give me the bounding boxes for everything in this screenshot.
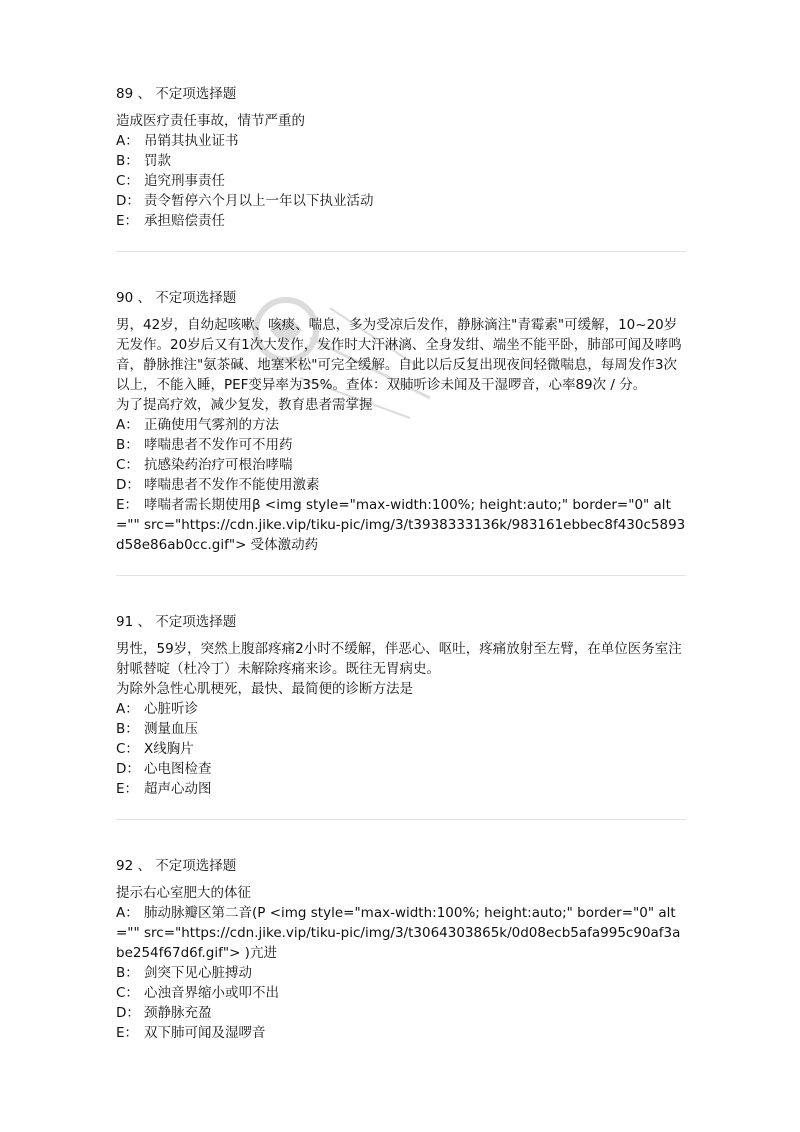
option-c[interactable]	[116, 739, 686, 759]
option-letter: A：	[116, 417, 139, 433]
question-divider	[116, 251, 686, 252]
question-92	[116, 856, 686, 1043]
option-letter: E：	[116, 1025, 139, 1041]
option-d[interactable]	[116, 475, 686, 495]
option-b[interactable]	[116, 719, 686, 739]
option-e[interactable]	[116, 779, 686, 799]
option-letter: C：	[116, 457, 139, 473]
option-c[interactable]	[116, 983, 686, 1003]
option-d[interactable]	[116, 759, 686, 779]
option-text: 双下肺可闻及湿啰音	[144, 1025, 266, 1041]
question-header: 92 、 不定项选择题	[116, 858, 237, 874]
option-letter: C：	[116, 985, 139, 1001]
question-stem: 男性，59岁，突然上腹部疼痛2小时不缓解，伴恶心、呕吐，疼痛放射至左臂，在单位医务室注射哌替啶（杜冷丁）未解除疼痛来诊。既往无胃病史。	[116, 641, 682, 677]
option-letter: A：	[116, 905, 139, 921]
option-d[interactable]	[116, 1003, 686, 1023]
option-text: 罚款	[144, 153, 171, 169]
question-90	[116, 288, 686, 555]
question-divider	[116, 819, 686, 820]
option-text: 哮喘者需长期使用β <img style="max-width:100%; height:auto;" border="0" alt="" src="https://cdn.jike.vip/tiku-pic/img/3/t3938333136k/983161ebbec8f430c5893d58e86ab0cc.gif"> 受体激动药	[116, 497, 686, 553]
option-letter: D：	[116, 761, 140, 777]
option-text: 测量血压	[144, 721, 198, 737]
option-letter: B：	[116, 437, 139, 453]
option-a[interactable]	[116, 131, 686, 151]
option-text: 追究刑事责任	[144, 173, 225, 189]
option-text: 抗感染药治疗可根治哮喘	[144, 457, 293, 473]
option-text: 吊销其执业证书	[144, 133, 239, 149]
option-text: X线胸片	[144, 741, 194, 757]
option-e[interactable]	[116, 1023, 686, 1043]
question-stem: 造成医疗责任事故，情节严重的	[116, 113, 305, 129]
option-text: 心脏听诊	[144, 701, 198, 717]
option-letter: D：	[116, 477, 140, 493]
option-text: 哮喘患者不发作不能使用激素	[144, 477, 320, 493]
option-letter: A：	[116, 133, 139, 149]
question-header: 91 、 不定项选择题	[116, 614, 237, 630]
question-prompt: 为除外急性心肌梗死，最快、最简便的诊断方法是	[116, 681, 413, 697]
option-d[interactable]	[116, 191, 686, 211]
option-letter: B：	[116, 965, 139, 981]
question-divider	[116, 575, 686, 576]
option-b[interactable]	[116, 435, 686, 455]
option-letter: D：	[116, 1005, 140, 1021]
question-prompt: 为了提高疗效，减少复发，教育患者需掌握	[116, 397, 373, 413]
option-text: 哮喘患者不发作可不用药	[144, 437, 293, 453]
option-b[interactable]	[116, 151, 686, 171]
option-text: 心电图检查	[144, 761, 212, 777]
option-a[interactable]	[116, 699, 686, 719]
option-letter: E：	[116, 497, 139, 513]
option-letter: C：	[116, 741, 139, 757]
option-text: 正确使用气雾剂的方法	[144, 417, 279, 433]
option-letter: E：	[116, 781, 139, 797]
option-letter: C：	[116, 173, 139, 189]
question-header: 90 、 不定项选择题	[116, 290, 237, 306]
option-letter: D：	[116, 193, 140, 209]
option-text: 剑突下见心脏搏动	[144, 965, 252, 981]
option-text: 心浊音界缩小或叩不出	[144, 985, 279, 1001]
question-89	[116, 84, 686, 231]
option-text: 肺动脉瓣区第二音(P <img style="max-width:100%; height:auto;" border="0" alt="" src="https://cdn.jike.vip/tiku-pic/img/3/t3064303865k/0d08ecb5afa995c90af3abe254f67d6f.gif"> )亢进	[116, 905, 681, 961]
option-a[interactable]	[116, 903, 686, 963]
option-letter: A：	[116, 701, 139, 717]
option-text: 颈静脉充盈	[144, 1005, 212, 1021]
option-c[interactable]	[116, 455, 686, 475]
question-stem: 提示右心室肥大的体征	[116, 885, 251, 901]
option-b[interactable]	[116, 963, 686, 983]
option-letter: E：	[116, 213, 139, 229]
option-letter: B：	[116, 721, 139, 737]
question-page	[116, 84, 686, 1043]
option-e[interactable]	[116, 211, 686, 231]
question-91	[116, 612, 686, 799]
option-c[interactable]	[116, 171, 686, 191]
option-a[interactable]	[116, 415, 686, 435]
option-e[interactable]	[116, 495, 686, 555]
question-stem: 男，42岁，自幼起咳嗽、咳痰、喘息，多为受凉后发作，静脉滴注"青霉素"可缓解，10~20岁无发作。20岁后又有1次大发作，发作时大汗淋漓、全身发绀、端坐不能平卧，肺部可闻及哮鸣音，静脉推注"氨茶碱、地塞米松"可完全缓解。自此以后反复出现夜间轻微喘息，每周发作3次以上，不能入睡，PEF变异率为35%。查体：双肺听诊未闻及干湿啰音，心率89次 / 分。	[116, 317, 682, 393]
option-text: 超声心动图	[144, 781, 212, 797]
option-text: 承担赔偿责任	[144, 213, 225, 229]
option-letter: B：	[116, 153, 139, 169]
question-header: 89 、 不定项选择题	[116, 86, 237, 102]
option-text: 责令暂停六个月以上一年以下执业活动	[144, 193, 374, 209]
